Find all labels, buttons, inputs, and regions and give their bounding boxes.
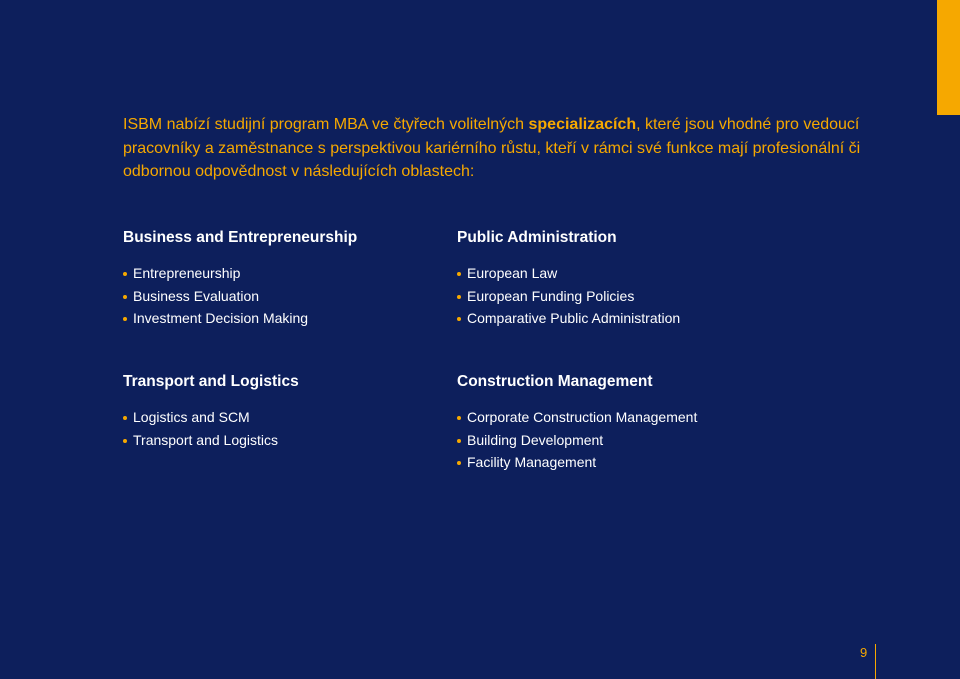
bullet-icon xyxy=(457,272,461,276)
list-item xyxy=(123,262,357,285)
specialization-public-administration xyxy=(457,228,680,330)
bullet-icon xyxy=(123,317,127,321)
intro-paragraph xyxy=(123,113,883,184)
list-item-label: Entrepreneurship xyxy=(133,265,241,281)
accent-bar xyxy=(937,0,960,115)
list-item xyxy=(123,406,299,429)
list-item-label: Building Development xyxy=(467,431,604,448)
list-item-label: Comparative Public Administration xyxy=(467,310,681,326)
specialization-title: Construction Management xyxy=(457,373,653,390)
specialization-construction-management xyxy=(457,372,697,474)
list-item xyxy=(457,307,680,330)
specialization-list xyxy=(457,406,697,474)
specialization-title: Transport and Logistics xyxy=(123,373,299,390)
intro-text-start: ISBM nabízí studijní program MBA ve čtyřech volitelných xyxy=(123,116,529,133)
specialization-list xyxy=(457,262,680,330)
bullet-icon xyxy=(457,439,461,443)
list-item xyxy=(123,307,357,330)
bullet-icon xyxy=(457,416,461,420)
bullet-icon xyxy=(123,272,127,276)
list-item xyxy=(457,451,697,474)
list-item-label: Investment Decision Making xyxy=(133,310,309,326)
list-item-label: Transport and Logistics xyxy=(133,431,278,448)
bullet-icon xyxy=(123,416,127,420)
list-item-label: European Funding Policies xyxy=(467,287,635,304)
list-item-label: Corporate Construction Management xyxy=(467,409,698,425)
list-item xyxy=(457,285,680,308)
intro-text-emphasis: specializacích xyxy=(528,116,637,133)
specialization-title: Public Administration xyxy=(457,229,617,246)
list-item xyxy=(457,406,697,429)
page-number-divider xyxy=(875,644,876,679)
intro-text-end: , které jsou vhodné pro vedoucí pracovníky a zaměstnance s perspektivou kariérního růstu, kteří v rámci své funkce mají profesionální či odbornou odpovědnost v následujících oblastech: xyxy=(123,116,861,180)
bullet-icon xyxy=(457,461,461,465)
specialization-transport-logistics xyxy=(123,372,299,451)
list-item-label: Facility Management xyxy=(467,454,597,470)
list-item-label: Logistics and SCM xyxy=(133,409,250,425)
bullet-icon xyxy=(123,295,127,299)
bullet-icon xyxy=(123,439,127,443)
specialization-business-entrepreneurship xyxy=(123,228,357,330)
specialization-title: Business and Entrepreneurship xyxy=(123,229,358,246)
list-item-label: European Law xyxy=(467,265,558,281)
bullet-icon xyxy=(457,295,461,299)
list-item xyxy=(123,285,357,308)
list-item-label: Business Evaluation xyxy=(133,287,260,304)
specialization-list xyxy=(123,406,299,451)
list-item xyxy=(457,429,697,452)
page-number: 9 xyxy=(860,645,868,660)
specialization-list xyxy=(123,262,357,330)
bullet-icon xyxy=(457,317,461,321)
list-item xyxy=(457,262,680,285)
list-item xyxy=(123,429,299,452)
